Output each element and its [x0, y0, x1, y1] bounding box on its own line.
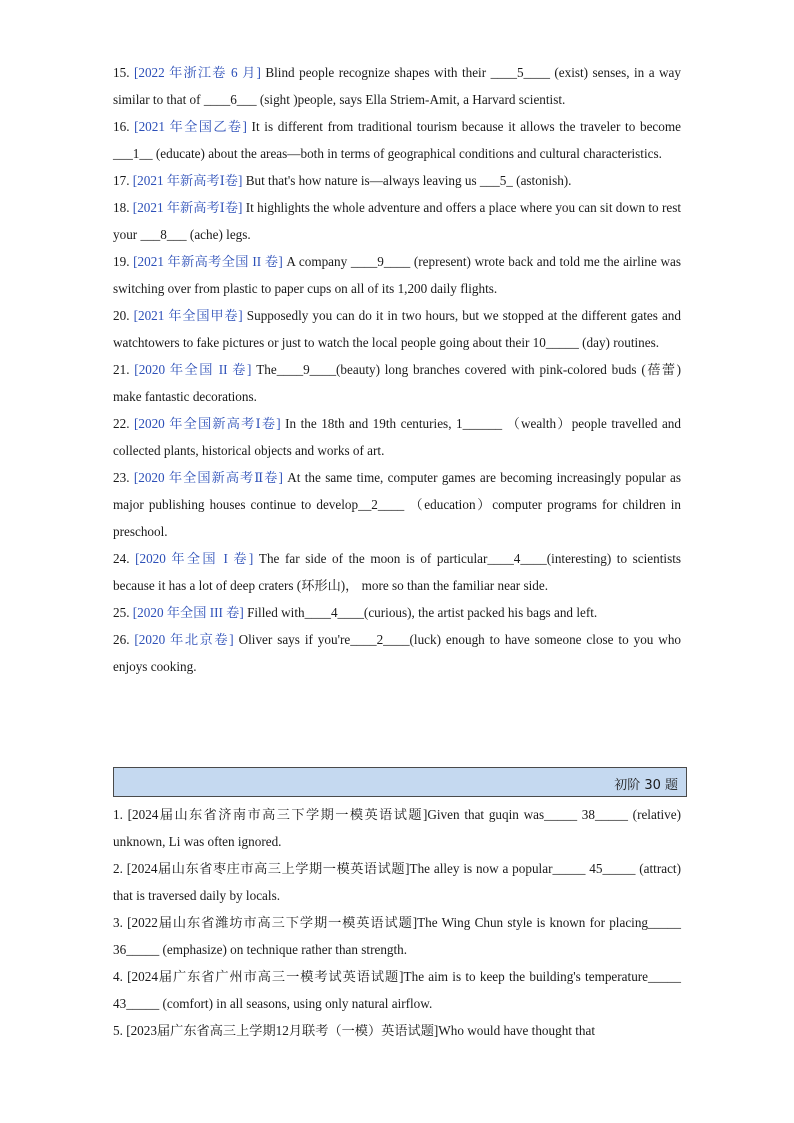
question-item	[113, 248, 681, 302]
question-item	[113, 410, 681, 464]
question-source: [2024届山东省枣庄市高三上学期一模英语试题]	[126, 861, 410, 876]
question-number: 18.	[113, 200, 130, 215]
question-source: [2021 年新高考Ⅰ卷]	[132, 200, 243, 215]
question-text: The aim is to keep the building's temperature_____ 43_____ (comfort) in all seasons, using only natural airflow.	[113, 969, 681, 1011]
question-item	[113, 801, 681, 855]
question-text: Oliver says if you're____2____(luck) enough to have someone close to you who enjoys cooking.	[113, 632, 682, 674]
question-number: 4.	[113, 969, 123, 984]
question-number: 23.	[113, 470, 130, 485]
question-source: [2023届广东省高三上学期12月联考（一模）英语试题]	[126, 1023, 439, 1038]
question-text: But that's how nature is—always leaving us ___5_ (astonish).	[242, 173, 572, 188]
question-item	[113, 1017, 681, 1044]
question-item	[113, 356, 681, 410]
question-item	[113, 464, 681, 545]
question-number: 16.	[113, 119, 130, 134]
question-text: A company ____9____ (represent) wrote back and told me the airline was switching over from plastic to paper cups on all of its 1,200 daily flights.	[113, 254, 682, 296]
question-number: 21.	[113, 362, 130, 377]
question-source: [2020 年北京卷]	[134, 632, 234, 647]
section-banner	[113, 767, 687, 797]
question-number: 22.	[113, 416, 130, 431]
question-text: The far side of the moon is of particular____4____(interesting) to scientists because it has a lot of deep craters (环形山)， more so than the familiar near side.	[113, 551, 681, 593]
question-source: [2020 年全国 III 卷]	[132, 605, 244, 620]
question-item	[113, 599, 681, 626]
question-item	[113, 113, 681, 167]
question-source: [2020 年全国 I 卷]	[135, 551, 254, 566]
question-source: [2021 年全国甲卷]	[133, 308, 243, 323]
question-number: 15.	[113, 65, 130, 80]
question-source: [2020 年全国 II 卷]	[134, 362, 252, 377]
question-item	[113, 194, 681, 248]
question-item	[113, 59, 681, 113]
question-source: [2020 年全国新高考Ⅱ卷]	[133, 470, 283, 485]
question-text: The Wing Chun style is known for placing_____ 36_____ (emphasize) on technique rather than strength.	[113, 915, 681, 957]
question-text: Blind people recognize shapes with their ____5____ (exist) senses, in a way similar to that of ____6___ (sight )people, says Ella Striem-Amit, a Harvard scientist.	[113, 65, 681, 107]
question-text: Who would have thought that	[438, 1023, 596, 1038]
question-source: [2021 年新高考Ⅰ卷]	[132, 173, 243, 188]
question-number: 3.	[113, 915, 123, 930]
question-number: 20.	[113, 308, 130, 323]
question-text: Supposedly you can do it in two hours, but we stopped at the different gates and watchtowers to fake pictures or just to watch the local people going about their 10_____ (day) routines.	[113, 308, 681, 350]
section-banner-label: 初阶 30 题	[614, 778, 678, 793]
question-text: It highlights the whole adventure and offers a place where you can sit down to rest your ___8___ (ache) legs.	[113, 200, 681, 242]
question-number: 17.	[113, 173, 130, 188]
question-text: Given that guqin was_____ 38_____ (relative) unknown, Li was often ignored.	[113, 807, 681, 849]
question-source: [2022 年浙江卷 6 月]	[133, 65, 261, 80]
question-number: 26.	[113, 632, 130, 647]
question-text: Filled with____4____(curious), the artist packed his bags and left.	[243, 605, 598, 620]
question-source: [2024届山东省济南市高三下学期一模英语试题]	[127, 807, 428, 822]
question-number: 2.	[113, 861, 123, 876]
question-text: In the 18th and 19th centuries, 1______ （wealth）people travelled and collected plants, historical objects and works of art.	[113, 416, 681, 458]
question-number: 5.	[113, 1023, 123, 1038]
question-list-bottom	[113, 801, 681, 1044]
question-item	[113, 963, 681, 1017]
question-source: [2021 年全国乙卷]	[134, 119, 247, 134]
question-source: [2024届广东省广州市高三一模考试英语试题]	[127, 969, 404, 984]
question-list-top	[113, 59, 681, 680]
question-item	[113, 302, 681, 356]
question-item	[113, 909, 681, 963]
question-text: The alley is now a popular_____ 45_____ (attract) that is traversed daily by locals.	[113, 861, 681, 903]
question-number: 1.	[113, 807, 123, 822]
question-item	[113, 855, 681, 909]
question-number: 25.	[113, 605, 130, 620]
question-text: At the same time, computer games are becoming increasingly popular as major publishing houses continue to develop__2____ （education）computer programs for children in preschool.	[113, 470, 681, 539]
question-text: The____9____(beauty) long branches covered with pink-colored buds (蓓蕾) make fantastic decorations.	[113, 362, 681, 404]
question-text: It is different from traditional tourism because it allows the traveler to become ___1__ (educate) about the areas—both in terms of geographical conditions and cultural characteristics.	[113, 119, 681, 161]
question-source: [2022届山东省潍坊市高三下学期一模英语试题]	[127, 915, 418, 930]
question-source: [2020 年全国新高考Ⅰ卷]	[133, 416, 281, 431]
question-item	[113, 626, 681, 680]
question-number: 24.	[113, 551, 130, 566]
question-number: 19.	[113, 254, 130, 269]
question-source: [2021 年新高考全国 II 卷]	[133, 254, 283, 269]
question-item	[113, 545, 681, 599]
question-item	[113, 167, 681, 194]
